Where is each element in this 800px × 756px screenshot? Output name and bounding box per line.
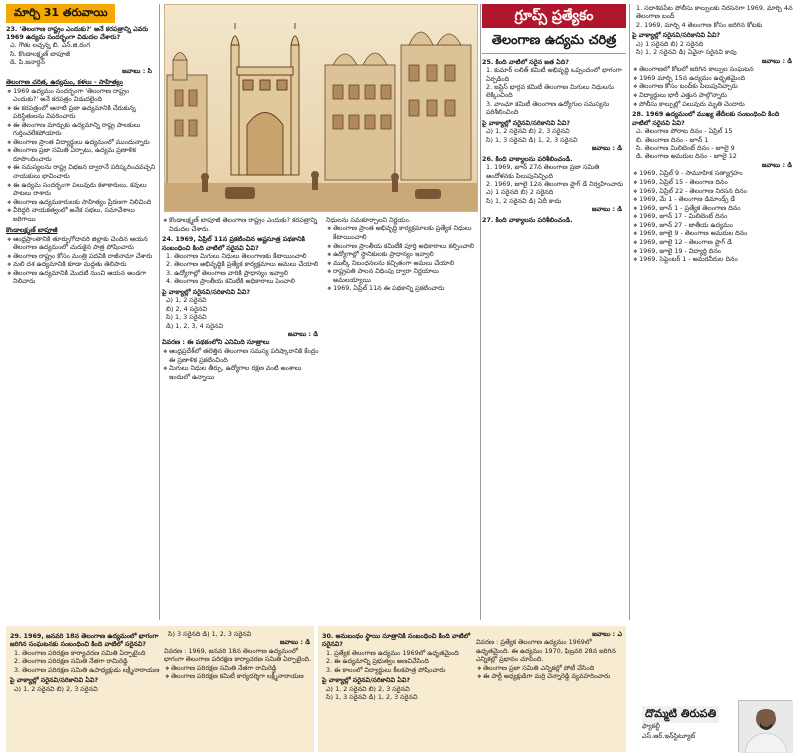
- q28-item: ఎ. తెలంగాణ పోరాట దినం - ఏప్రిల్ 15: [636, 127, 733, 136]
- q28-item: డి. తెలంగాణ అమరుల దినం - జూలై 12: [636, 152, 737, 161]
- bullet-item: ❖ మిగులు నిధుల తీర్పు, ఉద్యోగాల రక్షణ వంటి అంశాలు ఇందులో ఉన్నాయి: [162, 364, 322, 381]
- column-1: [6, 4, 156, 620]
- q29-answer: జవాబు : డి: [279, 638, 310, 647]
- column-4: [482, 4, 626, 620]
- author-org: ఎస్.ఆర్.ఇన్‌స్టిట్యూట్: [642, 732, 696, 740]
- bullet-item: ❖ తెలంగాణ పరిరక్షణ సమితి నేతగా రామిరెడ్డి: [164, 664, 314, 673]
- bullet-item: ❖ మలి దశ ఉద్యమానికి కూడా మద్దతు తెలిపారు: [6, 260, 156, 269]
- question-29: 29. 1969, జనవరి 18న తెలంగాణ ఉద్యమంలో భాగంగా జరిగిన సంఘటనకు సంబంధించి కింది వాటిలో సరైనవి?: [10, 632, 159, 649]
- date-item: ❖ 1969, మే 1 - తెలంగాణ డిమాండ్స్ డే: [632, 195, 796, 204]
- person-icon: [739, 701, 793, 753]
- q26-item: 2. 1969, జూలై 12న తెలంగాణ ఫ్లాగ్ డే నిర్వహించారు: [486, 179, 624, 188]
- bullet-item: ❖ 1969, ఏప్రిల్ 11న ఈ పథకాన్ని ప్రకటించారు: [326, 284, 478, 293]
- bullet-item: ❖ ఆంధ్రప్రాంతానికి తూర్పుగోదావరి జిల్లాకు చెందిన ఆయన తెలంగాణ ఉద్యమంలో చురుకైన పాత్ర పోషించారు: [6, 235, 156, 252]
- groups-special-header: గ్రూప్స్ ప్రత్యేకం: [482, 4, 626, 28]
- q30-item: 1. ప్రత్యేక తెలంగాణ ఉద్యమం 1969లో ఉధృతమైంది: [326, 648, 459, 657]
- q28-answer: జవాబు : డి: [761, 160, 792, 169]
- q26-option: సి) 1, 2 సరైనవి డి) ఏదీ కాదు: [486, 196, 562, 205]
- c5-option: ఎ) 1 సరైనది బి) 2 సరైనది: [636, 39, 704, 48]
- bullet-item: ❖ తెలంగాణ ప్రాంతీయ కమిటీకి పూర్తి అధికారాలు కల్పించాలి: [326, 242, 478, 251]
- charminar-sketch: [165, 5, 478, 212]
- q25-option: సి) 1, 3 సరైనవి డి) 1, 2, 3 సరైనవి: [486, 135, 578, 144]
- q23-option: సి. కొండాలక్ష్మణ్ బాపూజీ: [10, 49, 70, 58]
- c5-answer: జవాబు : డి: [761, 56, 792, 65]
- column-divider: [480, 4, 481, 620]
- q25-prompt: పై వాక్యాల్లో సరైనవి/సరికానివి ఏవి?: [482, 118, 571, 127]
- bullet-item: ❖ తెలంగాణ ప్రజా సమితి ఎన్నికల్లో పోటీ చేసింది: [476, 664, 626, 673]
- author-role: ఫ్యాకల్టీ: [642, 722, 660, 730]
- q24-option: సి) 1, 3 సరైనవి: [166, 313, 207, 322]
- question-23: 23. 'తెలంగాణ రాష్ట్రం ఎందుకు?' అనే కరపత్రాన్ని ఎవరు 1969 ఉద్యమ సందర్భంగా విడుదల చేశారు?: [6, 24, 149, 41]
- date-item: ❖ 1969, సెప్టెంబర్ 1 - అమరవీరుల దినం: [632, 255, 796, 264]
- q29-item: 3. తెలంగాణ పరిరక్షణ సమితి ఉపాధ్యక్షుడు లక్ష్మీనారాయణ: [14, 665, 160, 674]
- q23-option: ఎ. గౌతు లచ్చన్న బి. ఎన్.జి.రంగ: [10, 41, 91, 50]
- bullet-item: ❖ ఈ పార్టీ అధ్యక్షుడిగా మర్రి చెన్నారెడ్డి వ్యవహరించారు: [476, 672, 626, 681]
- bullet-item: ❖ 1969 ఉద్యమం సందర్భంగా 'తెలంగాణ రాష్ట్రం ఎందుకు?' అనే కరపత్రం విడుదలైంది: [6, 87, 156, 104]
- date-item: ❖ 1969, ఏప్రిల్ 15 - తెలంగాణ దినం: [632, 178, 796, 187]
- bottom-q29-block: [10, 630, 160, 693]
- q24-prompt: పై వాక్యాల్లో సరైనవి/సరికానివి ఏవి?: [162, 287, 251, 296]
- date-item: ❖ 1969, జూలై 12 - తెలంగాణ ఫ్లాగ్ డే: [632, 238, 796, 247]
- q25-option: ఎ) 1, 2 సరైనవి బి) 2, 3 సరైనవి: [486, 127, 570, 136]
- date-item: ❖ 1969, జూలై 19 - విద్యార్థి దినం: [632, 247, 796, 256]
- q29-item: 1. తెలంగాణ పరిరక్షణ కార్యాచరణ సమితి ఏర్పాటైంది: [14, 648, 146, 657]
- date-item: ❖ 1969, ఏప్రిల్ 9 - సామూహిక సత్యాగ్రహం: [632, 169, 796, 178]
- intro-line: ❖ కొండాలక్ష్మణ్ బాపూజీ తెలంగాణ రాష్ట్రం ఎందుకు? కరపత్రాన్ని విడుదల చేశారు.: [162, 216, 322, 233]
- bullet-item: ❖ తెలంగాణ ఉద్యమకారులకు సాహిత్యం ప్రేరణగా నిలిచింది: [6, 198, 156, 207]
- intro-item: 2. 1969, మార్చి 4 తెలంగాణ కోసం జరిగిన కోటకు: [636, 20, 763, 29]
- question-25: 25. కింది వాటిలో సరైన జత ఏది?: [482, 57, 569, 66]
- bottom-band-right: [318, 626, 626, 752]
- explanation-label: వివరణ : ఈ పథకంలోని ఎనిమిది సూత్రాలు: [162, 338, 270, 347]
- q29-explanation: వివరణ : 1969, జనవరి 18న తెలంగాణ ఉద్యమంలో భాగంగా తెలంగాణ పరిరక్షణ కార్యాచరణ సమితి ఏర్పాటైంది.: [164, 646, 312, 664]
- bullet-item: ❖ తెలంగాణ ప్రాంత విద్యార్థులు ఉద్యమంలో ముందున్నారు: [6, 138, 156, 147]
- q26-answer: జవాబు : డి: [591, 205, 622, 214]
- bullet-item: ❖ పోలీసు కాల్పుల్లో పలువురు మృతి చెందారు: [632, 100, 796, 109]
- q24-item: 4. తెలంగాణ ప్రాంతీయ కమిటీకి అధికారాలు పెంచాలి: [166, 277, 295, 286]
- c5-prompt: పై వాక్యాల్లో సరైనవి/సరికానివి ఏవి?: [632, 31, 721, 40]
- date-item: ❖ 1969, జూలై 9 - తెలంగాణ అమరుల దినం: [632, 229, 796, 238]
- bullet-item: ❖ తెలంగాణ ఉద్యమానికి మొదటి నుంచి ఆయన అండగా నిలిచారు: [6, 269, 156, 286]
- author-name: దొమ్మటి తిరుపతి: [642, 706, 719, 723]
- author-box: [632, 700, 796, 752]
- bullet-item: ❖ ఉద్యోగాల్లో స్థానికులకు ప్రాధాన్యం ఇవ్వాలి: [326, 250, 478, 259]
- q30-answer: జవాబు : ఎ: [592, 630, 622, 638]
- bottom-q30-answer-block: [476, 630, 626, 681]
- bullet-item: ❖ రాష్ట్రపతి పాలన విధింపు ద్వారా నిర్ణయాలు అమలయ్యాయి: [326, 267, 478, 284]
- q25-item: 3. వాంఛూ కమిటీ తెలంగాణ ఉద్యోగుల సమస్యను పరిశీలించింది: [486, 99, 610, 117]
- bottom-q29-answer-block: [164, 630, 314, 681]
- bullet-item: ❖ తెలంగాణలో కోటలో జరిగిన కాల్పుల సంఘటన: [632, 65, 796, 74]
- date-item: ❖ 1969, జూన్ 17 - మిలిటెంట్ దినం: [632, 212, 796, 221]
- bullet-item: ❖ ఈ తెలంగాణ మార్చుకు ఉద్యమాన్ని రాష్ట్ర పాలకులు గుర్తించలేకపోయారు: [6, 121, 156, 138]
- column-5: [632, 4, 796, 630]
- intro-item: 1. సదాశివపేట పోలీసు కాల్పులకు నిరసనగా 1969, మార్చి 4న తెలంగాణ బంద్: [636, 4, 793, 21]
- bullet-item: ❖ తెలంగాణ ప్రజా సమితి ఏర్పాటు, ఉద్యమ ప్రణాళిక రూపొందించారు: [6, 146, 156, 163]
- author-photo: [738, 700, 792, 752]
- q24-option: ఎ) 1, 2 సరైనవి: [166, 296, 207, 305]
- q24-option: బి) 2, 4 సరైనవి: [166, 304, 207, 313]
- q29-option: సి) 3 సరైనది డి) 1, 2, 3 సరైనవి: [168, 630, 252, 638]
- c5-option: సి) 1, 2 సరైనవి డి) ఏవైనా సరైనవి కావు: [636, 48, 737, 57]
- question-28: 28. 1969 ఉద్యమంలో ముఖ్య తేదీలకు సంబంధించి కింది వాటిలో సరైనవి ఏవి?: [632, 110, 780, 127]
- bullet-item: ❖ తెలంగాణ కోసం బంద్‌కు పిలుపునిచ్చారు: [632, 82, 796, 91]
- bullet-item: ❖ ముల్కీ నిబంధనలను కచ్చితంగా అమలు చేయాలి: [326, 259, 478, 268]
- q29-option: ఎ) 1, 2 సరైనవి బి) 2, 3 సరైనవి: [14, 684, 98, 693]
- bullet-item: ❖ ఆంధ్రప్రదేశ్‌లో తలెత్తిన తెలంగాణ సమస్య పరిష్కారానికి కేంద్రం ఈ ప్రణాళిక ప్రకటించింది: [162, 347, 322, 364]
- q25-item: 2. జస్టిస్ భార్గవ కమిటీ తెలంగాణ మిగులు నిధులను లెక్కించింది: [486, 82, 614, 100]
- q30-explanation: వివరణ : ప్రత్యేక తెలంగాణ ఉద్యమం 1969లో ఉధృతమైంది. ఈ ఉద్యమం 1970, ఫిబ్రవరి 28న జరిగిన ఎన్నికల్లో ప్రభావం చూపింది.: [476, 638, 616, 664]
- bullet-item: ❖ తెలంగాణ పరిరక్షణ కమిటీ కార్యదర్శిగా లక్ష్మీనారాయణ: [164, 672, 314, 681]
- section-heading: తెలంగాణ చరిత్ర, ఉద్యమం, కళలు - సాహిత్యం: [6, 78, 123, 87]
- date-item: ❖ 1969, ఏప్రిల్ 22 - తెలంగాణ నిరసన దినం: [632, 187, 796, 196]
- q25-item: 1. కుమార్ లలిత్ కమిటీ అభివృద్ధి ఒప్పందంలో భాగంగా ఏర్పడింది: [486, 66, 622, 83]
- q23-option: డి. పి.జనార్దన్: [10, 58, 45, 67]
- column-2: [162, 216, 322, 620]
- column-divider: [159, 4, 160, 620]
- q28-item: బి. తెలంగాణ దినం - జూన్ 1: [636, 135, 709, 144]
- question-24: 24. 1969, ఏప్రిల్ 11న ప్రకటించిన అష్టసూత్ర పథకానికి సంబంధించి కింది వాటిలో సరైనవి ఏవి?: [162, 235, 305, 252]
- q24-answer: జవాబు : డి: [287, 330, 318, 339]
- q30-option: ఎ) 1, 2 సరైనవి బి) 2, 3 సరైనవి: [326, 684, 410, 693]
- q30-item: 2. ఈ ఉద్యమాన్ని ప్రభుత్వం అణచివేసింది: [326, 657, 429, 666]
- q24-option: డి) 1, 2, 3, 4 సరైనవి: [166, 321, 224, 330]
- bullet-item: ❖ వీరిద్దరి నాయకత్వంలో అనేక సభలు, సమావేశాలు జరిగాయి: [6, 206, 156, 223]
- date-item: ❖ 1969, జూన్ 1 - ప్రత్యేక తెలంగాణ దినం: [632, 204, 796, 213]
- intro-line: నిధులను సమకూర్చాలని నిర్ణయం.: [326, 216, 411, 224]
- bullet-item: ❖ తెలంగాణ ప్రాంత అభివృద్ధి కార్యక్రమాలకు ప్రత్యేక నిధులు కేటాయించాలి: [326, 224, 478, 241]
- q24-item: 2. తెలంగాణ అభివృద్ధికి ప్రత్యేక కార్యక్రమాలు అమలు చేయాలి: [166, 260, 319, 269]
- topic-subheader: తెలంగాణ ఉద్యమ చరిత్ర: [482, 32, 626, 53]
- column-3: [326, 216, 478, 620]
- question-27: 27. కింది వాక్యాలను పరిశీలించండి.: [482, 215, 573, 224]
- column-divider: [629, 4, 630, 620]
- q28-item: సి. తెలంగాణ మిలిటెంట్ దినం - జూలై 9: [636, 143, 735, 152]
- q29-prompt: పై వాక్యాల్లో సరైనవి/సరికానివి ఏవి?: [10, 676, 99, 685]
- q30-option: సి) 1, 3 సరైనవి డి) 1, 2, 3 సరైనవి: [326, 693, 418, 702]
- bullet-item: ❖ 1969 మార్చి 15న ఉద్యమం ఉధృతమైంది: [632, 74, 796, 83]
- continued-tag: మార్చి 31 తరువాయి: [6, 4, 115, 23]
- q25-answer: జవాబు : డి: [591, 144, 622, 153]
- bullet-item: ❖ తెలంగాణ రాష్ట్రం కోసం మంత్రి పదవికి రాజీనామా చేశారు: [6, 252, 156, 261]
- question-26: 26. కింది వాక్యాలను పరిశీలించండి.: [482, 154, 573, 163]
- bottom-q30-block: [322, 630, 472, 702]
- bullet-item: ❖ ఈ సమస్యలను రాష్ట్ర విభజన ద్వారానే పరిష్కరించవచ్చని నాయకులు భావించారు: [6, 163, 156, 180]
- q24-item: 1. తెలంగాణ మిగులు నిధులు తెలంగాణకు కేటాయించాలి: [166, 251, 307, 260]
- bullet-item: ❖ ఈ కరపత్రంలో ఆనాటి ప్రజా ఉద్యమానికి చేరుకున్న పరిస్థితులను వివరించారు: [6, 104, 156, 121]
- section-heading: కొండాలక్ష్మణ్ బాపూజీ: [6, 226, 58, 235]
- bottom-band-left: [6, 626, 314, 752]
- bullet-item: ❖ విద్యార్థులు భారీ ఎత్తున పాల్గొన్నారు: [632, 91, 796, 100]
- q26-option: ఎ) 1 సరైనది బి) 2 సరైనది: [486, 188, 554, 197]
- q30-item: 3. ఈ కాలంలో విద్యార్థులు కీలకపాత్ర పోషించారు: [326, 665, 446, 674]
- bullet-item: ❖ ఈ ఉద్యమ సందర్భంగా పలువురు కళాకారులు, కవులు పాటలు రాశారు: [6, 181, 156, 198]
- date-item: ❖ 1969, జూన్ 27 - జాతీయ ఉద్యమం: [632, 221, 796, 230]
- q24-item: 3. ఉద్యోగాల్లో తెలంగాణ వారికి ప్రాధాన్యం ఇవ్వాలి: [166, 268, 288, 277]
- question-30: 30. అనుబంధం స్థాయి సూత్రానికి సంబంధించి కింది వాటిలో సరైనవి?: [322, 632, 471, 649]
- q30-prompt: పై వాక్యాల్లో సరైనవి/సరికానివి ఏవి?: [322, 676, 411, 685]
- q29-item: 2. తెలంగాణ పరిరక్షణ సమితి నేతగా రామిరెడ్డి: [14, 657, 128, 666]
- charminar-illustration: [164, 4, 478, 212]
- q26-item: 1. 1969, జూన్ 27న తెలంగాణ ప్రజా సమితి ఆందోళనకు పిలుపునిచ్చింది: [486, 163, 600, 180]
- q23-answer: జవాబు : సి: [122, 66, 152, 75]
